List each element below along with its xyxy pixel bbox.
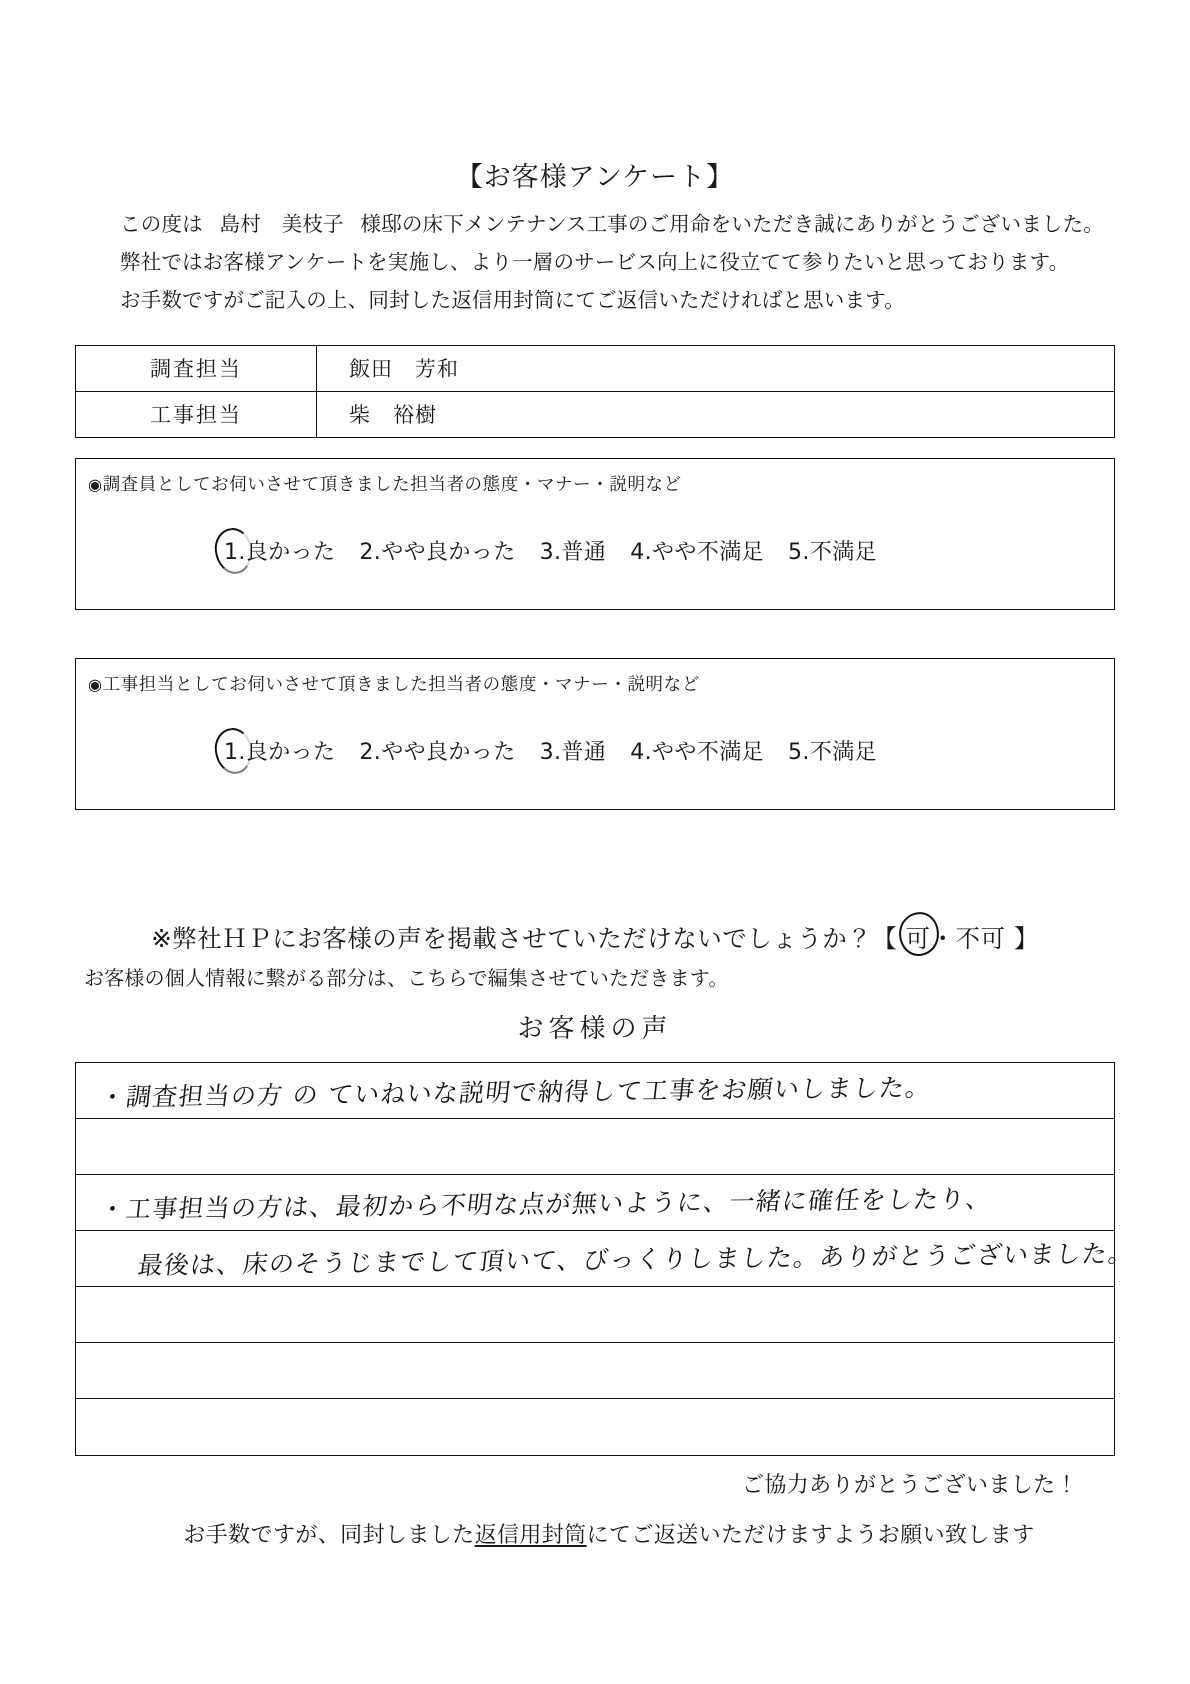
- intro-line-3: お手数ですがご記入の上、同封した返信用封筒にてご返信いただければと思います。: [120, 288, 905, 312]
- rating-option-5-label: 不満足: [809, 540, 878, 565]
- staff-role-label: 調査担当: [76, 346, 317, 392]
- rating-option-2[interactable]: 2.やや良かった: [359, 540, 516, 565]
- rating-option-5-label: 不満足: [809, 740, 878, 765]
- voice-line-row[interactable]: [76, 1063, 1114, 1119]
- rating-option-5[interactable]: 5.不満足: [788, 740, 878, 765]
- footer-thanks: ご協力ありがとうございました！: [741, 1473, 1078, 1498]
- question-header: [88, 671, 700, 696]
- hp-separator: ・: [930, 924, 956, 953]
- rating-option-3-label: 普通: [561, 740, 607, 765]
- bullet-icon: ◉: [88, 675, 103, 694]
- handwritten-comment: ・調査担当の方 の ていねいな説明で納得して工事をお願いしました。: [98, 1072, 934, 1113]
- hp-question-suffix: 】: [1013, 924, 1039, 953]
- customer-voice-box: [75, 1062, 1136, 1456]
- question-header: [88, 471, 682, 496]
- staff-table: [75, 345, 1115, 438]
- rating-option-1[interactable]: [224, 535, 335, 566]
- rating-options: [224, 735, 877, 766]
- question-header-text: 工事担当としてお伺いさせて頂きました担当者の態度・マナー・説明など: [102, 675, 700, 695]
- hp-permission-note: お客様の個人情報に繋がる部分は、こちらで編集させていただきます。: [84, 966, 729, 990]
- hp-option-no[interactable]: 不可: [955, 924, 1006, 953]
- hp-permission-question: [0, 920, 1190, 955]
- table-row: [76, 346, 1115, 392]
- intro-line-2: 弊社ではお客様アンケートを実施し、より一層のサービス向上に役立てて参りたいと思っております。: [120, 250, 1070, 274]
- rating-option-2[interactable]: 2.やや良かった: [359, 740, 516, 765]
- footer-request: [0, 1518, 1190, 1549]
- rating-option-2-label: やや良かった: [381, 540, 516, 565]
- voice-line-row[interactable]: [76, 1343, 1114, 1399]
- rating-option-1-label: 良かった: [245, 740, 336, 765]
- voice-line-row[interactable]: [76, 1175, 1114, 1231]
- rating-option-1-number: 1.: [224, 740, 246, 765]
- hp-question-prefix: ※弊社ＨＰにお客様の声を掲載させていただけないでしょうか？【: [151, 924, 898, 953]
- footer-request-underlined: 返信用封筒: [474, 1523, 587, 1548]
- intro-line-1-suffix: 様邸の床下メンテナンス工事のご用命をいただき誠にありがとうございました。: [360, 212, 1105, 236]
- question-box-constructor: [75, 658, 1115, 810]
- voice-line-row[interactable]: [76, 1399, 1114, 1455]
- staff-role-label: 工事担当: [76, 392, 317, 438]
- rating-option-3[interactable]: 3.普通: [539, 740, 607, 765]
- intro-line-1-prefix: この度は: [120, 212, 203, 236]
- footer-request-suffix: にてご返送いただけますようお願い致します: [586, 1523, 1035, 1548]
- voice-line-row[interactable]: [76, 1119, 1114, 1175]
- rating-options: [224, 535, 877, 566]
- rating-option-4[interactable]: 4.やや不満足: [630, 540, 765, 565]
- rating-option-5[interactable]: 5.不満足: [788, 540, 878, 565]
- rating-option-1-label: 良かった: [245, 540, 336, 565]
- rating-option-4[interactable]: 4.やや不満足: [630, 740, 765, 765]
- handwritten-comment: ・工事担当の方は、最初から不明な点が無いように、一緒に確任をしたり、: [98, 1184, 994, 1225]
- rating-option-4-label: やや不満足: [652, 540, 765, 565]
- question-header-text: 調査員としてお伺いさせて頂きました担当者の態度・マナー・説明など: [102, 475, 682, 495]
- bullet-icon: ◉: [88, 475, 103, 494]
- table-row: [76, 392, 1115, 438]
- intro-line-1: [120, 205, 1105, 243]
- rating-option-1[interactable]: [224, 735, 335, 766]
- rating-option-3-label: 普通: [561, 540, 607, 565]
- customer-voice-heading: お客様の声: [517, 1014, 673, 1044]
- rating-option-1-number: 1.: [224, 540, 246, 565]
- voice-line-row[interactable]: [76, 1287, 1114, 1343]
- page-title: 【お客様アンケート】: [455, 162, 735, 193]
- rating-option-2-label: やや良かった: [381, 740, 516, 765]
- staff-name-value: 飯田 芳和: [317, 346, 1115, 392]
- voice-line-row[interactable]: [76, 1231, 1136, 1287]
- rating-option-4-label: やや不満足: [652, 740, 765, 765]
- intro-paragraph: [120, 205, 1105, 319]
- handwritten-comment: 最後は、床のそうじまでして頂いて、びっくりしました。ありがとうございました。: [136, 1238, 1136, 1281]
- rating-option-3[interactable]: 3.普通: [539, 540, 607, 565]
- hp-option-yes[interactable]: 可: [906, 920, 931, 955]
- staff-name-value: 柴 裕樹: [317, 392, 1115, 438]
- question-box-surveyor: [75, 458, 1115, 610]
- footer-request-prefix: お手数ですが、同封しました: [183, 1523, 475, 1548]
- customer-name: 島村 美枝子: [219, 212, 344, 236]
